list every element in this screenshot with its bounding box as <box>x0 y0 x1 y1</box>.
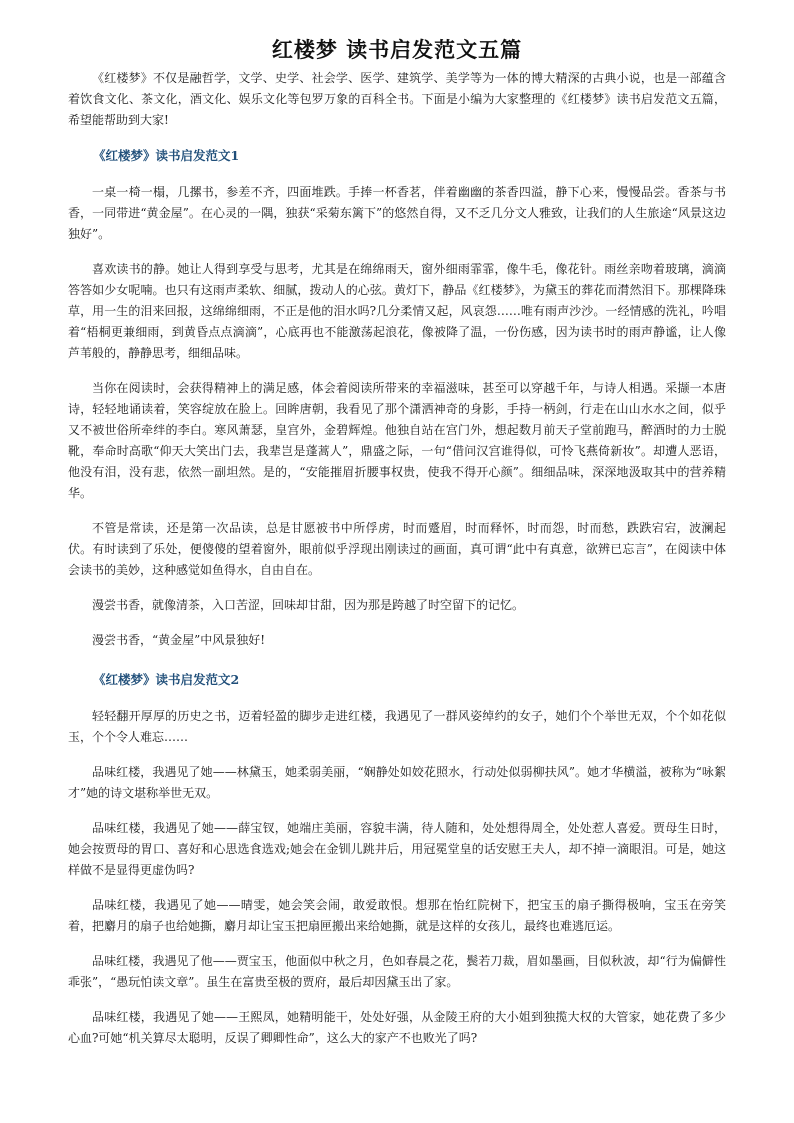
s1-paragraph-3: 当你在阅读时，会获得精神上的满足感，体会着阅读所带来的幸福滋味，甚至可以穿越千年，与诗人相遇。采撷一本唐诗，轻轻地诵读着，笑容绽放在脸上。回眸唐朝，我看见了那个潇洒神奇的身影，手持一柄剑，行走在山山水水之间，似乎又不被世俗所牵绊的李白。寒风萧瑟，皇宫外，金碧辉煌。他独自站在宫门外，想起数月前天子堂前跑马，醉酒时的力士脱靴，奉命时高歌“仰天大笑出门去，我辈岂是蓬蒿人”，鼎盛之际，一句“借问汉宫谁得似，可怜飞燕倚新妆”。却遭人恶语，他没有泪，没有悲，依然一副坦然。是的，“安能摧眉折腰事权贵，使我不得开心颜”。细细品味，深深地汲取其中的营养精华。 <box>68 381 726 500</box>
s2-paragraph-5: 品味红楼，我遇见了他——贾宝玉，他面似中秋之月，色如春晨之花，鬓若刀裁，眉如墨画，目似秋波，却“行为偏僻性乖张”，“愚玩怕读文章”。虽生在富贵至极的贾府，最后却因黛玉出了家。 <box>68 954 726 989</box>
section-2-heading: 《红楼梦》读书启发范文2 <box>93 672 240 687</box>
s2-paragraph-4: 品味红楼，我遇见了她——晴雯，她会笑会闹，敢爱敢恨。想那在怡红院树下，把宝玉的扇子撕得极响，宝玉在旁笑着，把麝月的扇子也给她撕，麝月却让宝玉把扇匣搬出来给她撕，就是这样的女孩儿，最终也难逃厄运。 <box>68 898 726 933</box>
s1-paragraph-6: 漫尝书香，“黄金屋”中风景独好! <box>92 633 266 647</box>
s2-paragraph-2: 品味红楼，我遇见了她——林黛玉，她柔弱美丽，“娴静处如姣花照水，行动处似弱柳扶风”。她才华横溢，被称为“咏絮才”她的诗文堪称举世无双。 <box>68 765 726 800</box>
page-title: 红楼梦 读书启发范文五篇 <box>271 38 523 62</box>
s1-paragraph-1: 一桌一椅一榻，几摞书，参差不齐，四面堆跌。手捧一杯香茗，伴着幽幽的茶香四溢，静下心来，慢慢品尝。香茶与书香，一同带进“黄金屋”。在心灵的一隅，独获“采菊东篱下”的悠然自得，又不乏几分文人雅致，让我们的人生旅途“风景这边独好”。 <box>68 185 726 241</box>
document-body <box>68 68 726 1063</box>
s1-paragraph-4: 不管是常读，还是第一次品读，总是甘愿被书中所俘虏，时而蹙眉，时而释怀，时而怨，时而愁，跌跌宕宕，波澜起伏。有时读到了乐处，便傻傻的望着窗外，眼前似乎浮现出刚读过的画面，真可谓“此中有真意，欲辨已忘言”，在阅读中体会读书的美妙，这种感觉如鱼得水，自由自在。 <box>68 521 726 577</box>
intro-paragraph: 《红楼梦》不仅是融哲学，文学、史学、社会学、医学、建筑学、美学等为一体的博大精深的古典小说，也是一部蕴含着饮食文化、茶文化，酒文化、娱乐文化等包罗万象的百科全书。下面是小编为大家整理的《红楼梦》读书启发范文五篇，希望能帮助到大家! <box>68 71 726 127</box>
s1-paragraph-5: 漫尝书香，就像清茶，入口苦涩，回味却甘甜，因为那是跨越了时空留下的记忆。 <box>92 598 525 612</box>
s2-paragraph-1: 轻轻翻开厚厚的历史之书，迈着轻盈的脚步走进红楼，我遇见了一群风姿绰约的女子，她们个个举世无双，个个如花似玉，个个令人难忘…… <box>68 709 726 744</box>
s1-paragraph-2: 喜欢读书的静。她让人得到享受与思考，尤其是在绵绵雨天，窗外细雨霏霏，像牛毛，像花针。雨丝亲吻着玻璃，滴滴答答如少女呢喃。也只有这雨声柔软、细腻，拨动人的心弦。黄灯下，静品《红楼梦》，为黛玉的葬花而潸然泪下。那棵降珠草，用一生的泪来回报，这绵绵细雨，不正是他的泪水吗?几分柔情又起，风哀怨……唯有雨声沙沙。一经情感的洗礼，吟唱着“梧桐更兼细雨，到黄昏点点滴滴”，心底再也不能激荡起浪花，像被降了温，一份伤感，因为读书时的雨声静谧，让人像芦苇般的，静静思考，细细品味。 <box>68 262 726 360</box>
s2-paragraph-6: 品味红楼，我遇见了她——王熙凤，她精明能干，处处好强，从金陵王府的大小姐到独揽大权的大管家，她花费了多少心血?可她“机关算尽太聪明，反误了卿卿性命”，这么大的家产不也败光了吗? <box>68 1010 726 1045</box>
s2-paragraph-3: 品味红楼，我遇见了她——薛宝钗，她端庄美丽，容貌丰满，待人随和，处处想得周全，处处惹人喜爱。贾母生日时，她会按贾母的胃口、喜好和心思选食选戏;她会在金钏儿跳井后，用冠冕堂皇的话安慰王夫人，却不掉一滴眼泪。可是，她这样做不是显得更虚伪吗? <box>68 821 726 877</box>
section-1-heading: 《红楼梦》读书启发范文1 <box>93 148 240 163</box>
